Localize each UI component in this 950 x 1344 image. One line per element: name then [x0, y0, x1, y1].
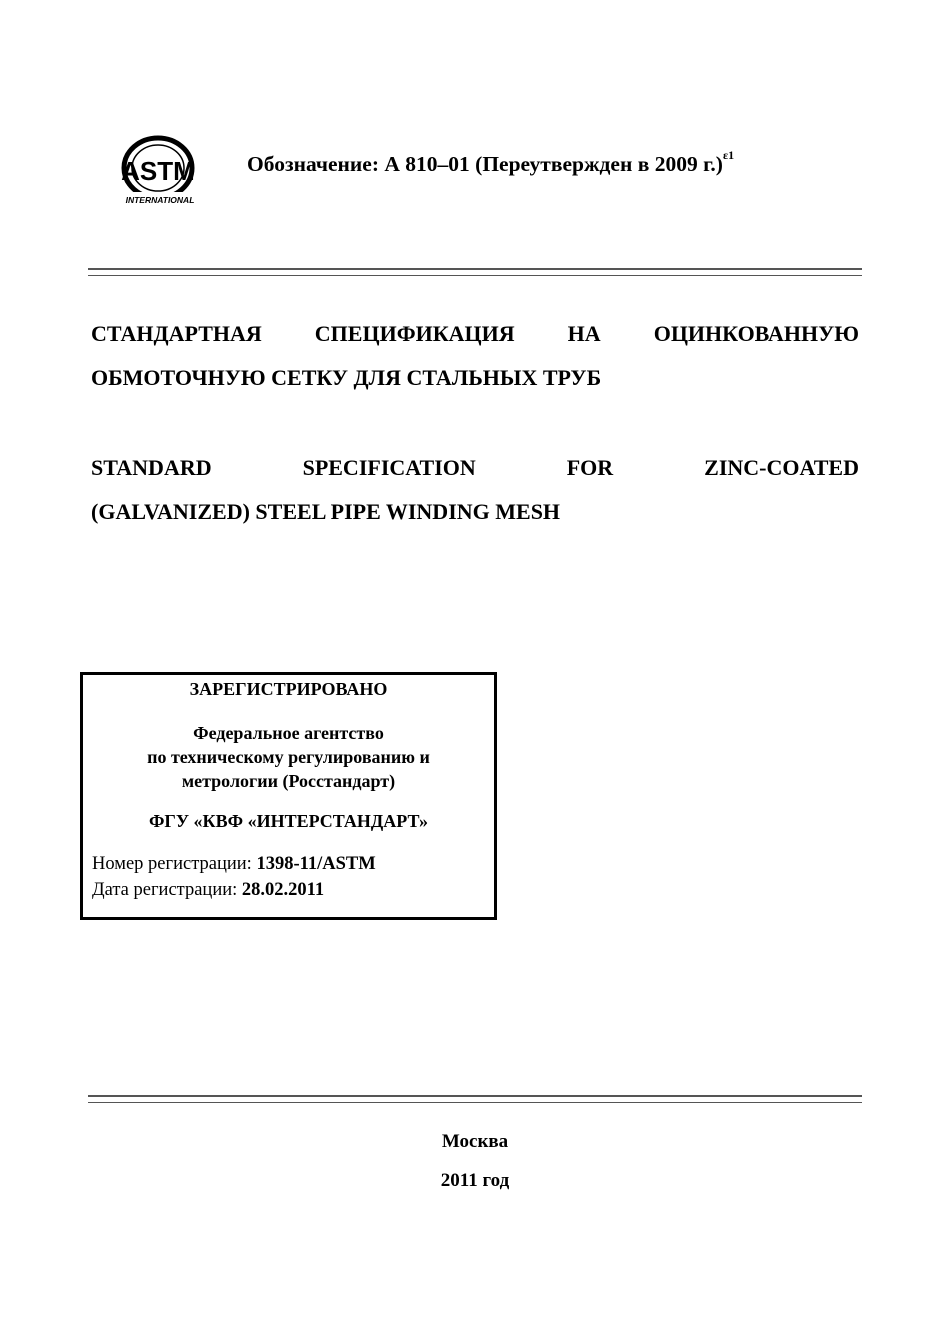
logo-text-astm: ASTM	[121, 156, 195, 186]
title-russian-line-2: ОБМОТОЧНУЮ СЕТКУ ДЛЯ СТАЛЬНЫХ ТРУБ	[91, 365, 602, 390]
top-divider	[88, 268, 862, 276]
registration-date-label: Дата регистрации:	[92, 880, 242, 900]
title-english-line-1: STANDARD SPECIFICATION FOR ZINC-COATED	[91, 455, 859, 480]
designation-text: Обозначение: А 810–01 (Переутвержден в 2009 г.)	[247, 152, 723, 176]
registration-agency-line-3: метрологии (Росстандарт)	[181, 771, 396, 791]
registration-agency-line-1: Федеральное агентство	[193, 723, 384, 743]
title-russian	[91, 312, 859, 400]
registration-organization: ФГУ «КВФ «ИНТЕРСТАНДАРТ»	[148, 811, 429, 831]
footer-city: Москва	[441, 1131, 509, 1152]
astm-logo-graphic	[118, 130, 202, 208]
registration-fields	[92, 851, 376, 903]
logo-text-international: INTERNATIONAL	[125, 195, 195, 205]
title-english	[91, 446, 859, 534]
bottom-divider	[88, 1095, 862, 1103]
registration-heading: ЗАРЕГИСТРИРОВАНО	[189, 679, 388, 699]
registration-box	[80, 672, 497, 920]
registration-number-value: 1398-11/ASTM	[256, 854, 376, 874]
registration-number-label: Номер регистрации:	[92, 854, 257, 874]
footer-year: 2011 год	[440, 1170, 510, 1191]
registration-agency	[83, 721, 494, 793]
registration-agency-line-2: по техническому регулированию и	[147, 747, 430, 767]
astm-logo	[118, 130, 202, 208]
designation-line	[247, 148, 887, 177]
designation-superscript: ε1	[722, 148, 735, 162]
registration-date-row	[92, 877, 376, 903]
registration-number-row	[92, 851, 376, 877]
title-english-line-2: (GALVANIZED) STEEL PIPE WINDING MESH	[91, 499, 561, 524]
registration-date-value: 28.02.2011	[241, 880, 325, 900]
title-russian-line-1: СТАНДАРТНАЯ СПЕЦИФИКАЦИЯ НА ОЦИНКОВАННУЮ	[91, 321, 859, 346]
